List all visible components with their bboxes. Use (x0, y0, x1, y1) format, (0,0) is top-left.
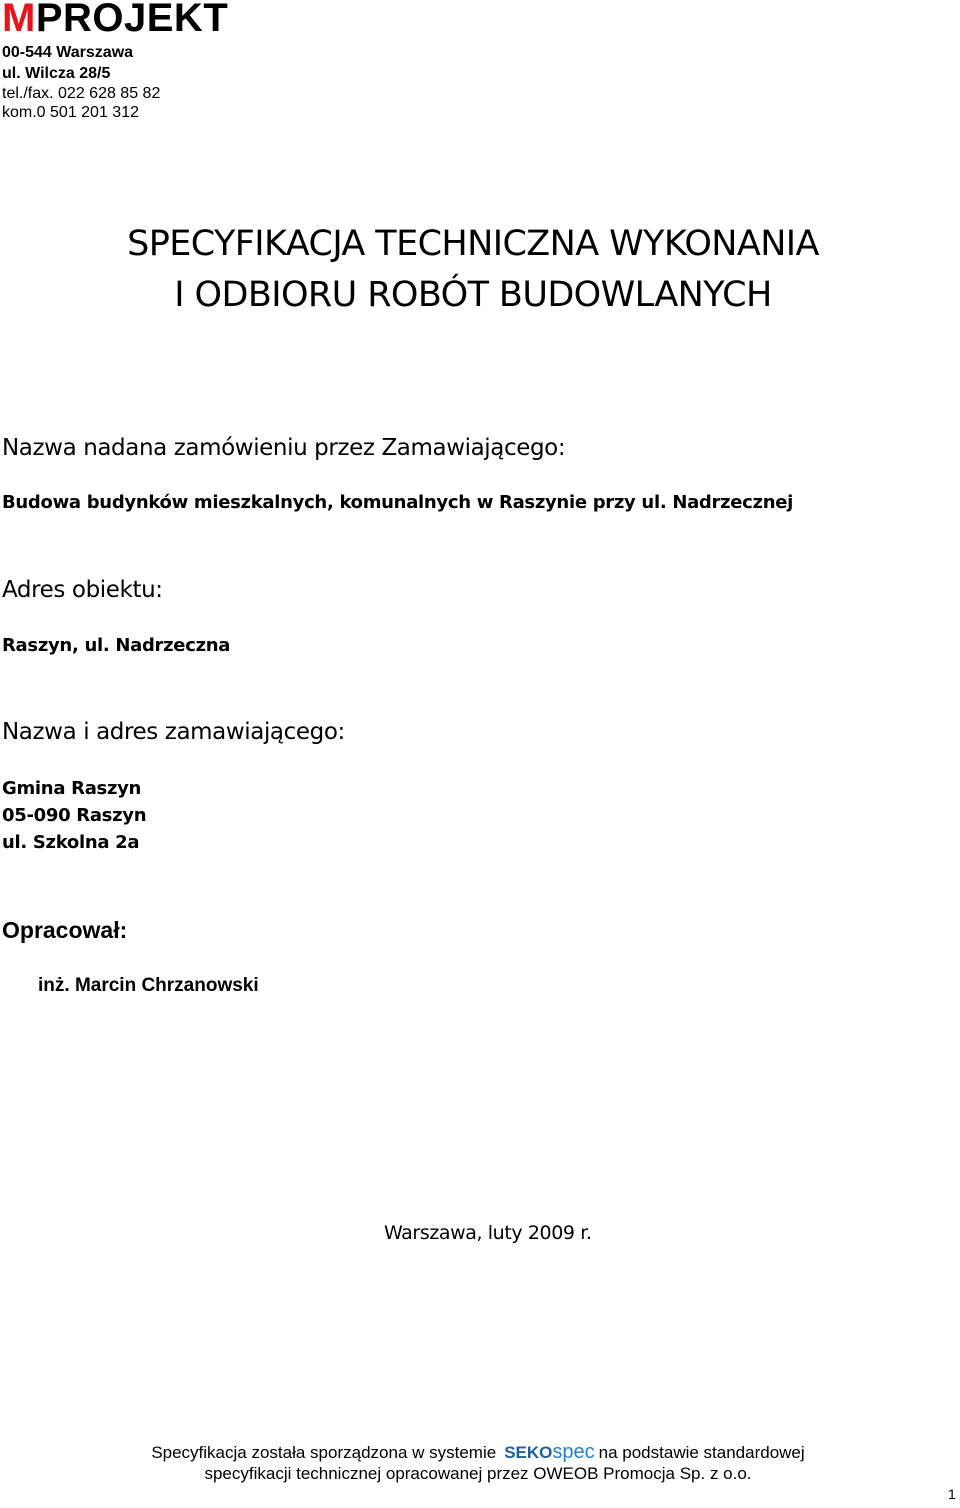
site-address-heading: Adres obiektu: (2, 577, 163, 603)
footer-text-after: na podstawie standardowej (598, 1443, 805, 1462)
address-line-1: 00-544 Warszawa (2, 44, 134, 61)
company-logo (2, 0, 228, 42)
client-postal: 05-090 Raszyn (2, 805, 147, 826)
date-line: Warszawa, luty 2009 r. (384, 1222, 592, 1244)
client-street: ul. Szkolna 2a (2, 832, 140, 853)
document-title-line-1: SPECYFIKACJA TECHNICZNA WYKONANIA (127, 224, 819, 264)
client-heading: Nazwa i adres zamawiającego: (2, 719, 345, 745)
address-line-2: ul. Wilcza 28/5 (2, 65, 111, 82)
author-name: inż. Marcin Chrzanowski (38, 975, 259, 996)
footer-text-before: Specyfikacja została sporządzona w systemie (151, 1443, 497, 1462)
phone-line: tel./fax. 022 628 85 82 (2, 85, 161, 102)
order-name-value: Budowa budynków mieszkalnych, komunalnych w Raszynie przy ul. Nadrzecznej (2, 492, 794, 513)
footer-line-1 (0, 1441, 956, 1464)
sekospec-logo (504, 1443, 594, 1462)
order-name-heading: Nazwa nadana zamówieniu przez Zamawiającego: (2, 435, 566, 461)
sekospec-logo-light: spec (552, 1441, 595, 1463)
mobile-line: kom.0 501 201 312 (2, 104, 139, 121)
footer-line-2: specyfikacji technicznej opracowanej przez OWEOB Promocja Sp. z o.o. (204, 1464, 752, 1483)
client-name: Gmina Raszyn (2, 778, 142, 799)
sekospec-logo-bold: SEKO (504, 1443, 553, 1462)
page-number: 1 (948, 1486, 956, 1502)
site-address-value: Raszyn, ul. Nadrzeczna (2, 635, 231, 656)
document-title-line-2: I ODBIORU ROBÓT BUDOWLANYCH (174, 275, 772, 315)
logo-text: PROJEKT (35, 0, 229, 40)
author-heading: Opracował: (2, 917, 128, 943)
logo-letter-m: M (2, 0, 36, 40)
